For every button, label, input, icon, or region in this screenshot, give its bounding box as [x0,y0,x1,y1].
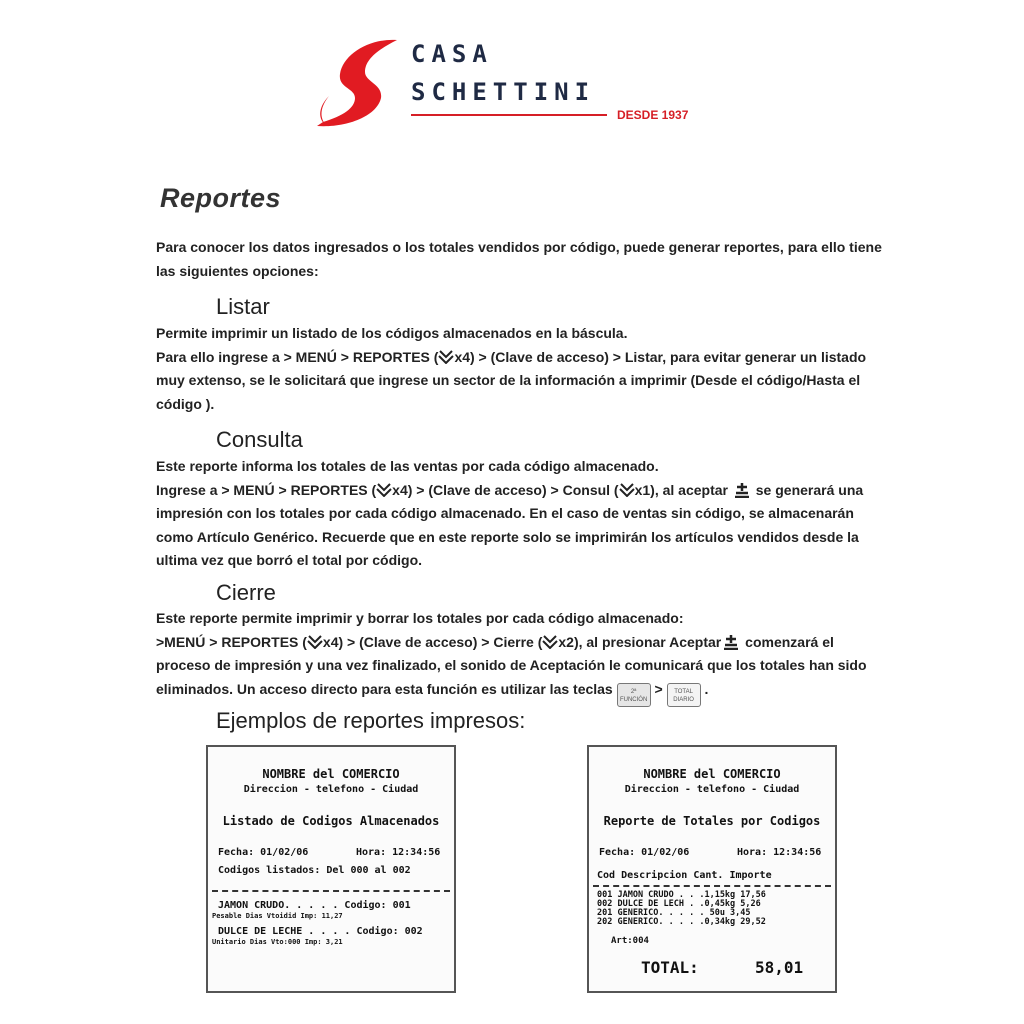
heading-listar: Listar [216,294,270,319]
receipt-time: Hora: 12:34:56 [356,847,441,858]
heading-consulta: Consulta [216,427,303,452]
receipt-divider [212,890,450,892]
receipt-range: Codigos listados: Del 000 al 002 [218,865,411,876]
accept-plus-minus-icon [721,634,741,650]
receipt-item-sub: Unitario Dias Vto:000 Imp: 3,21 [212,938,343,946]
examples-heading: Ejemplos de reportes impresos: [216,708,526,733]
intro-text: Para conocer los datos ingresados o los totales vendidos por código, puede generar reportes, para ello tiene las siguientes opciones: [156,239,882,279]
second-function-key-icon: 2ª FUNCIÓN [617,683,651,707]
listar-line1: Permite imprimir un listado de los códigos almacenados en la báscula. [156,325,628,341]
receipt-address: Direccion - telefono - Ciudad [624,784,800,795]
receipt-item: JAMON CRUDO. . . . . Codigo: 001 [218,900,411,911]
receipt-row: 202 GENERICO. . . . .0,34kg 29,52 [597,917,766,927]
consulta-line2: Ingrese a > MENÚ > REPORTES ( x4) > (Clave de acceso) > Consul ( x1), al aceptar se generará una impresión con los totales por cada código almacenado. En el caso de ventas sin código, se almacenarán como Artículo Genérico. Recuerde que en este reporte solo se imprimirán los artículos vendidos desde la ultima vez que borró el total por código. [156,481,864,568]
accept-plus-minus-icon [732,482,752,498]
receipt-totales [587,745,837,993]
cierre-line2: >MENÚ > REPORTES ( x4) > (Clave de acceso) > Cierre ( x2), al presionar Aceptar comenzará el proceso de impresión y una vez finalizado, el sonido de Aceptación le comunicará que los totales han sido eliminados. Un acceso directo para esta función es utilizar las teclas 2ª FUNCIÓN > TOTAL DIARIO . [156,631,891,707]
down-arrow-icon [438,350,454,364]
logo-line2: SCHETTINI [411,78,596,106]
down-arrow-icon [619,483,635,497]
down-arrow-icon [542,635,558,649]
heading-cierre: Cierre [216,580,276,605]
logo-line1: CASA [411,40,493,68]
receipt-item: DULCE DE LECHE . . . . Codigo: 002 [218,926,423,937]
intro-paragraph [156,236,891,283]
receipt-row: 001 JAMON CRUDO . . .1,15kg 17,56 [597,890,766,900]
receipt-title: Reporte de Totales por Codigos [603,814,821,828]
total-diario-key-icon: TOTAL DIARIO [667,683,701,707]
down-arrow-icon [376,483,392,497]
receipt-time: Hora: 12:34:56 [737,847,822,858]
s-logo-icon [315,36,410,131]
receipt-art-count: Art:004 [611,936,649,946]
logo-underline [411,114,607,116]
logo-since: DESDE 1937 [617,108,689,122]
receipt-rows [597,891,766,927]
casa-schettini-logo [315,36,715,136]
receipt-row: 002 DULCE DE LECH . .0,45kg 5,26 [597,899,761,909]
receipt-store-name: NOMBRE del COMERCIO [262,767,400,781]
listar-paragraph [156,322,891,416]
down-arrow-icon [307,635,323,649]
receipt-listado [206,745,456,993]
listar-line2: Para ello ingrese a > MENÚ > REPORTES ( x4) > (Clave de acceso) > Listar, para evitar generar un listado muy extenso, se le solicitará que ingrese un sector de la información a imprimir (Desde el código/Hasta el código ). [156,348,867,412]
cierre-paragraph [156,607,891,707]
receipt-address: Direccion - telefono - Ciudad [243,784,419,795]
page-title: Reportes [160,183,282,213]
receipt-store-name: NOMBRE del COMERCIO [643,767,781,781]
cierre-line1: Este reporte permite imprimir y borrar los totales por cada código almacenado: [156,610,684,626]
receipt-row: 201 GENERICO. . . . . 50u 3,45 [597,908,751,918]
receipt-total-value: 58,01 [755,958,804,977]
receipt-divider [593,885,831,887]
receipt-columns: Cod Descripcion Cant. Importe [597,870,772,881]
receipt-date: Fecha: 01/02/06 [599,847,690,858]
receipt-total-label: TOTAL: [641,958,699,977]
receipt-date: Fecha: 01/02/06 [218,847,309,858]
receipt-title: Listado de Codigos Almacenados [222,814,440,828]
consulta-paragraph [156,455,891,573]
receipt-item-sub: Pesable Dias Vtoidid Imp: 11,27 [212,912,343,920]
consulta-line1: Este reporte informa los totales de las ventas por cada código almacenado. [156,458,659,474]
